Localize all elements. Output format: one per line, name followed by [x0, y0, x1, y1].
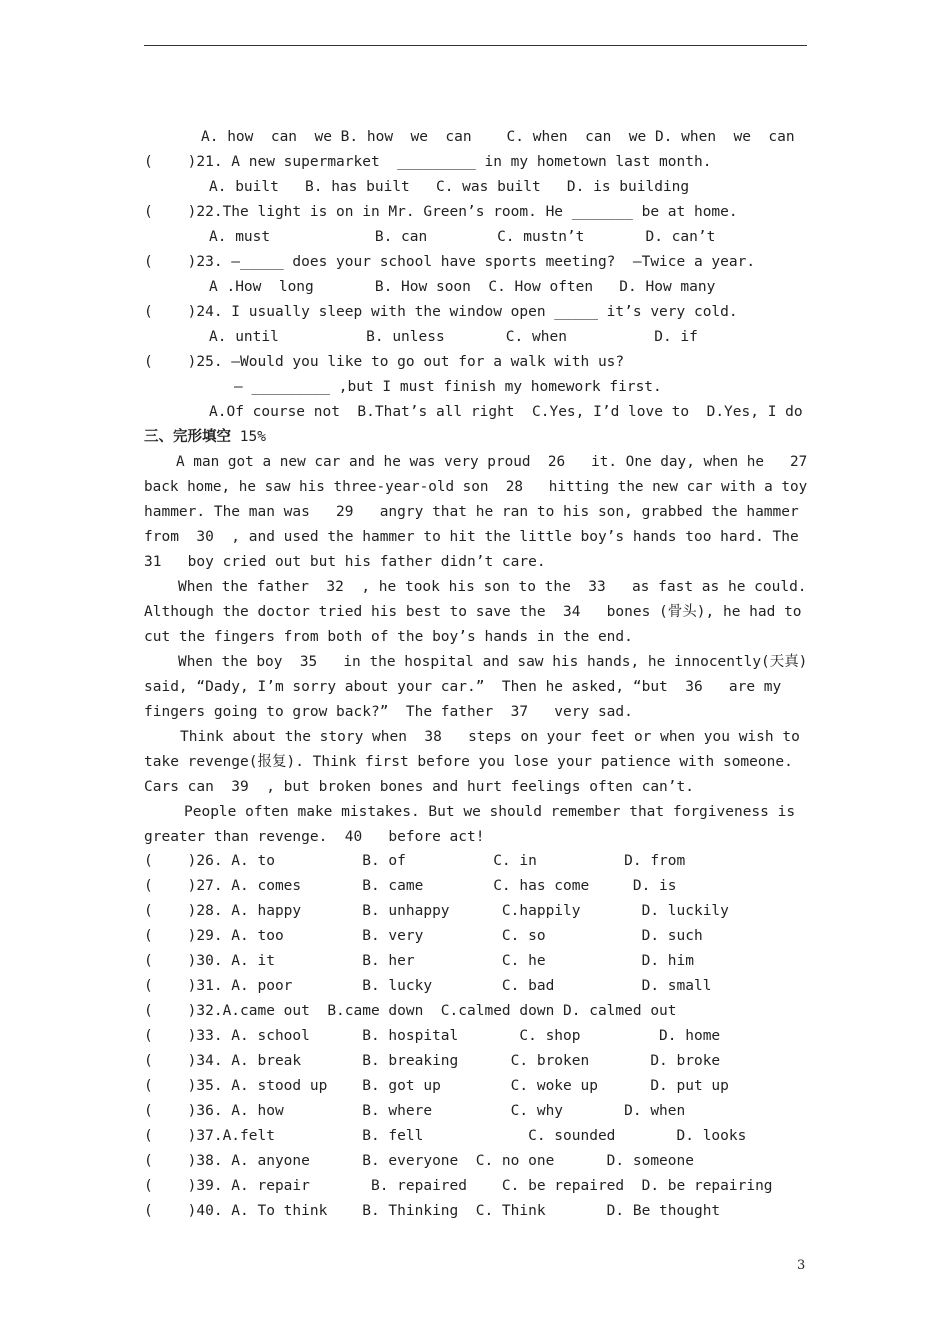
section-title: 三、完形填空 — [144, 429, 231, 445]
text-line: A. until B. unless C. when D. if — [209, 329, 698, 345]
text-line: Although the doctor tried his best to save the 34 bones (骨头), he had to — [144, 604, 802, 620]
text-line: ( )29. A. too B. very C. so D. such — [144, 928, 703, 944]
text-line: greater than revenge. 40 before act! — [144, 829, 485, 845]
text-line: Cars can 39 , but broken bones and hurt feelings often can’t. — [144, 779, 694, 795]
text-line: ( )38. A. anyone B. everyone C. no one D. someone — [144, 1153, 694, 1169]
text-line: A .How long B. How soon C. How often D. How many — [209, 279, 716, 295]
text-line: People often make mistakes. But we should remember that forgiveness is — [184, 804, 796, 820]
text-line: ( )40. A. To think B. Thinking C. Think D. Be thought — [144, 1203, 721, 1219]
text-line: back home, he saw his three-year-old son 28 hitting the new car with a toy — [144, 479, 808, 495]
text-line: When the father 32 , he took his son to the 33 as fast as he could. — [178, 579, 807, 595]
text-line: ( )26. A. to B. of C. in D. from — [144, 853, 686, 869]
text-line: ( )36. A. how B. where C. why D. when — [144, 1103, 686, 1119]
text-line: ( )22.The light is on in Mr. Green’s room. He _______ be at home. — [144, 204, 738, 220]
text-line: ( )25. —Would you like to go out for a walk with us? — [144, 354, 625, 370]
section-heading — [144, 427, 266, 447]
text-line: cut the fingers from both of the boy’s hands in the end. — [144, 629, 633, 645]
text-line: ( )35. A. stood up B. got up C. woke up D. put up — [144, 1078, 729, 1094]
text-line: ( )28. A. happy B. unhappy C.happily D. luckily — [144, 903, 729, 919]
text-line: ( )30. A. it B. her C. he D. him — [144, 953, 694, 969]
section-score: 15% — [231, 429, 266, 445]
text-line: Think about the story when 38 steps on your feet or when you wish to — [180, 729, 800, 745]
text-line: hammer. The man was 29 angry that he ran to his son, grabbed the hammer — [144, 504, 799, 520]
text-line: A. must B. can C. mustn’t D. can’t — [209, 229, 716, 245]
page-number: 3 — [797, 1258, 806, 1273]
text-line: fingers going to grow back?” The father 37 very sad. — [144, 704, 633, 720]
text-line: A.Of course not B.That’s all right C.Yes, I’d love to D.Yes, I do — [209, 404, 803, 420]
text-line: ( )32.A.came out B.came down C.calmed down D. calmed out — [144, 1003, 677, 1019]
text-line: ( )27. A. comes B. came C. has come D. is — [144, 878, 677, 894]
text-line: When the boy 35 in the hospital and saw his hands, he innocently(天真) — [178, 654, 808, 670]
text-line: ( )37.A.felt B. fell C. sounded D. looks — [144, 1128, 747, 1144]
text-line: A man got a new car and he was very proud 26 it. One day, when he 27 — [176, 454, 808, 470]
text-line: 31 boy cried out but his father didn’t care. — [144, 554, 546, 570]
text-line: from 30 , and used the hammer to hit the little boy’s hands too hard. The — [144, 529, 799, 545]
text-line: A. how can we B. how we can C. when can we D. when we can — [201, 129, 795, 145]
text-line: ( )21. A new supermarket _________ in my hometown last month. — [144, 154, 712, 170]
text-line: said, “Dady, I’m sorry about your car.” Then he asked, “but 36 are my — [144, 679, 782, 695]
text-line: take revenge(报复). Think first before you lose your patience with someone. — [144, 754, 793, 770]
text-line: ( )24. I usually sleep with the window open _____ it’s very cold. — [144, 304, 738, 320]
text-line: ( )34. A. break B. breaking C. broken D. broke — [144, 1053, 721, 1069]
header-rule — [144, 45, 807, 46]
text-line: ( )23. —_____ does your school have sports meeting? —Twice a year. — [144, 254, 756, 270]
text-line: ( )33. A. school B. hospital C. shop D. home — [144, 1028, 721, 1044]
text-line: — _________ ,but I must finish my homework first. — [234, 379, 662, 395]
text-line: ( )39. A. repair B. repaired C. be repaired D. be repairing — [144, 1178, 773, 1194]
text-line: A. built B. has built C. was built D. is building — [209, 179, 690, 195]
text-line: ( )31. A. poor B. lucky C. bad D. small — [144, 978, 712, 994]
